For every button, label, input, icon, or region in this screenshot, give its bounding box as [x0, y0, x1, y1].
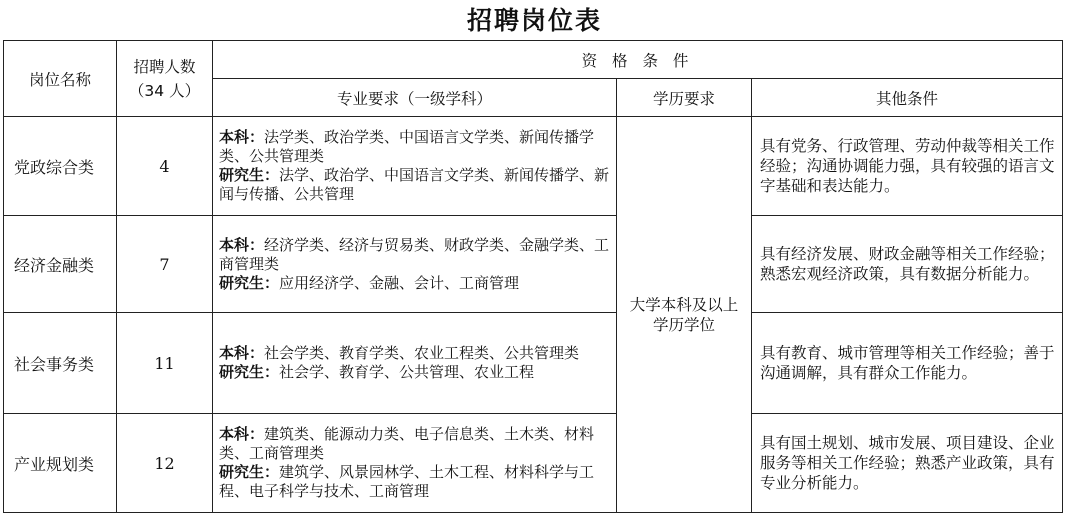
position-name: 经济金融类 [4, 216, 117, 313]
recruitment-table [3, 40, 1063, 513]
undergrad-requirement: 本科：建筑类、能源动力类、电子信息类、土木类、材料类、工商管理类 [219, 425, 595, 462]
grad-label: 研究生 [219, 463, 265, 481]
header-recruit-count [117, 41, 213, 117]
header-other: 其他条件 [752, 79, 1063, 117]
table-row [4, 313, 1063, 414]
header-major: 专业要求（一级学科） [213, 79, 617, 117]
grad-majors: 社会学、教育学、公共管理、农业工程 [279, 363, 535, 381]
recruit-count: 4 [117, 117, 213, 216]
other-conditions: 具有教育、城市管理等相关工作经验；善于沟通调解，具有群众工作能力。 [752, 313, 1063, 414]
page-title: 招聘岗位表 [466, 6, 602, 35]
other-conditions: 具有党务、行政管理、劳动仲裁等相关工作经验；沟通协调能力强，具有较强的语言文字基础和表达能力。 [752, 117, 1063, 216]
grad-requirement: 研究生：社会学、教育学、公共管理、农业工程 [219, 363, 535, 381]
grad-majors: 建筑学、风景园林学、土木工程、材料科学与工程、电子科学与技术、工商管理 [219, 463, 595, 500]
header-position-name: 岗位名称 [4, 41, 117, 117]
major-requirements [213, 313, 617, 414]
grad-label: 研究生 [219, 273, 265, 292]
position-name: 党政综合类 [4, 117, 117, 216]
undergrad-label: 本科 [219, 344, 250, 362]
undergrad-requirement: 本科：法学类、政治学类、中国语言文学类、新闻传播学类、公共管理类 [219, 128, 595, 165]
recruit-count: 7 [117, 216, 213, 313]
grad-label: 研究生 [219, 363, 265, 381]
header-education: 学历要求 [617, 79, 752, 117]
table-row [4, 117, 1063, 216]
other-conditions: 具有国土规划、城市发展、项目建设、企业服务等相关工作经验；熟悉产业政策，具有专业分析能力。 [752, 414, 1063, 513]
education-requirement: 大学本科及以上学历学位 [617, 117, 752, 513]
recruit-count: 11 [117, 313, 213, 414]
undergrad-label: 本科 [219, 235, 250, 254]
undergrad-label: 本科 [219, 128, 250, 146]
table-row [4, 414, 1063, 513]
undergrad-majors: 建筑类、能源动力类、电子信息类、土木类、材料类、工商管理类 [219, 425, 595, 462]
header-qualifications: 资 格 条 件 [213, 41, 1063, 79]
grad-requirement: 研究生：法学、政治学、中国语言文学类、新闻传播学、新闻与传播、公共管理 [219, 166, 610, 203]
grad-majors: 应用经济学、金融、会计、工商管理 [279, 273, 520, 292]
undergrad-requirement: 本科：经济学类、经济与贸易类、财政学类、金融学类、工商管理类 [219, 235, 610, 273]
table-row [4, 216, 1063, 313]
recruit-count: 12 [117, 414, 213, 513]
grad-requirement: 研究生：应用经济学、金融、会计、工商管理 [219, 273, 520, 292]
major-requirements [213, 216, 617, 313]
major-requirements [213, 117, 617, 216]
header-recruit-total: （34 人） [128, 81, 201, 100]
major-requirements [213, 414, 617, 513]
grad-label: 研究生 [219, 166, 265, 184]
position-name: 产业规划类 [4, 414, 117, 513]
grad-majors: 法学、政治学、中国语言文学类、新闻传播学、新闻与传播、公共管理 [219, 166, 610, 203]
position-name: 社会事务类 [4, 313, 117, 414]
header-recruit-count-label: 招聘人数 [133, 57, 196, 76]
undergrad-majors: 经济学类、经济与贸易类、财政学类、金融学类、工商管理类 [219, 235, 610, 273]
undergrad-majors: 社会学类、教育学类、农业工程类、公共管理类 [264, 344, 580, 362]
other-conditions: 具有经济发展、财政金融等相关工作经验；熟悉宏观经济政策，具有数据分析能力。 [752, 216, 1063, 313]
grad-requirement: 研究生：建筑学、风景园林学、土木工程、材料科学与工程、电子科学与技术、工商管理 [219, 463, 595, 500]
undergrad-requirement: 本科：社会学类、教育学类、农业工程类、公共管理类 [219, 344, 580, 362]
undergrad-label: 本科 [219, 425, 250, 443]
undergrad-majors: 法学类、政治学类、中国语言文学类、新闻传播学类、公共管理类 [219, 128, 595, 165]
